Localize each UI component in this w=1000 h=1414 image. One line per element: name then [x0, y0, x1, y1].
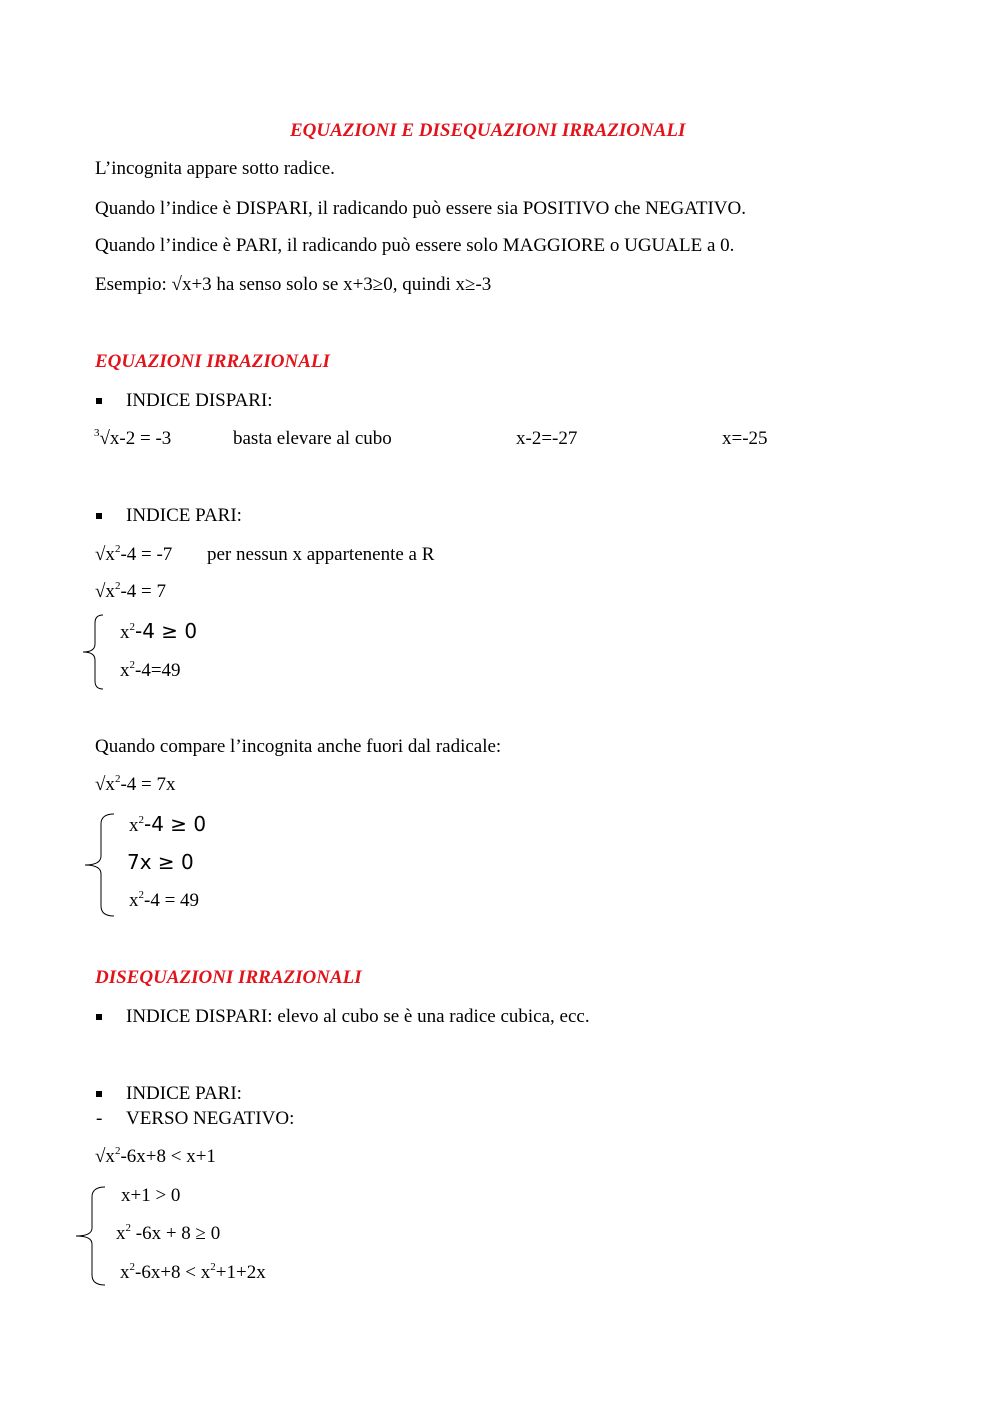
intro-line-3: Quando l’indice è PARI, il radicando può essere solo MAGGIORE o UGUALE a 0. — [95, 235, 735, 256]
pari-example-1: $√x^2-4 = -7$ — [95, 543, 173, 565]
fuori-expression: $√x^2-4 = 7x$ — [95, 773, 176, 795]
fuori-intro: Quando compare l’incognita anche fuori dal radicale: — [95, 736, 502, 757]
dis-indice-pari: INDICE PARI: — [126, 1083, 242, 1104]
system-line: $x^2$ -6x + 8 ≥ 0 — [116, 1222, 221, 1244]
dispari-note: basta elevare al cubo — [233, 428, 392, 449]
system-line: $x^2-4 \ge 0$ — [120, 619, 198, 643]
page-title: EQUAZIONI E DISEQUAZIONI IRRAZIONALI — [290, 120, 686, 141]
section-heading-equazioni: EQUAZIONI IRRAZIONALI — [95, 351, 330, 372]
indice-dispari-label: INDICE DISPARI: — [126, 390, 273, 411]
system-line: $x^2-6x+8 < x^2+1+2x$ — [120, 1261, 266, 1283]
system-line: 7x ≥ 0 — [127, 850, 194, 874]
dis-expression: $√x^2-6x+8 < x+1$ — [95, 1145, 216, 1167]
system-brace — [80, 812, 116, 918]
system-brace — [78, 613, 108, 691]
pari-example-1-note: per nessun x appartenente a R — [207, 544, 435, 565]
dispari-step: x-2=-27 — [516, 428, 578, 449]
dis-indice-dispari: INDICE DISPARI: elevo al cubo se è una radice cubica, ecc. — [126, 1006, 590, 1027]
dispari-result: x=-25 — [722, 428, 768, 449]
bullet-icon — [96, 1014, 102, 1020]
indice-pari-label: INDICE PARI: — [126, 505, 242, 526]
pari-example-2: $√x^2-4 = 7$ — [95, 580, 166, 602]
system-line: $x^2-4=49$ — [120, 659, 181, 681]
system-line: $x^2-4 = 49$ — [129, 889, 200, 911]
intro-line-2: Quando l’indice è DISPARI, il radicando può essere sia POSITIVO che NEGATIVO. — [95, 198, 746, 219]
intro-example: Esempio: √x+3 ha senso solo se x+3≥0, quindi x≥-3 — [95, 274, 492, 295]
bullet-icon — [96, 398, 102, 404]
system-line: x+1 > 0 — [121, 1185, 181, 1206]
system-line: $x^2-4 \ge 0$ — [129, 812, 207, 836]
dispari-expression: $^3$√x-2 = -3 — [94, 427, 172, 449]
section-heading-disequazioni: DISEQUAZIONI IRRAZIONALI — [95, 967, 362, 988]
bullet-icon — [96, 1091, 102, 1097]
verso-negativo-label: VERSO NEGATIVO: — [126, 1108, 295, 1129]
bullet-icon — [96, 513, 102, 519]
system-brace — [72, 1185, 108, 1289]
intro-line-1: L’incognita appare sotto radice. — [95, 158, 335, 179]
dash-marker: - — [96, 1108, 103, 1129]
